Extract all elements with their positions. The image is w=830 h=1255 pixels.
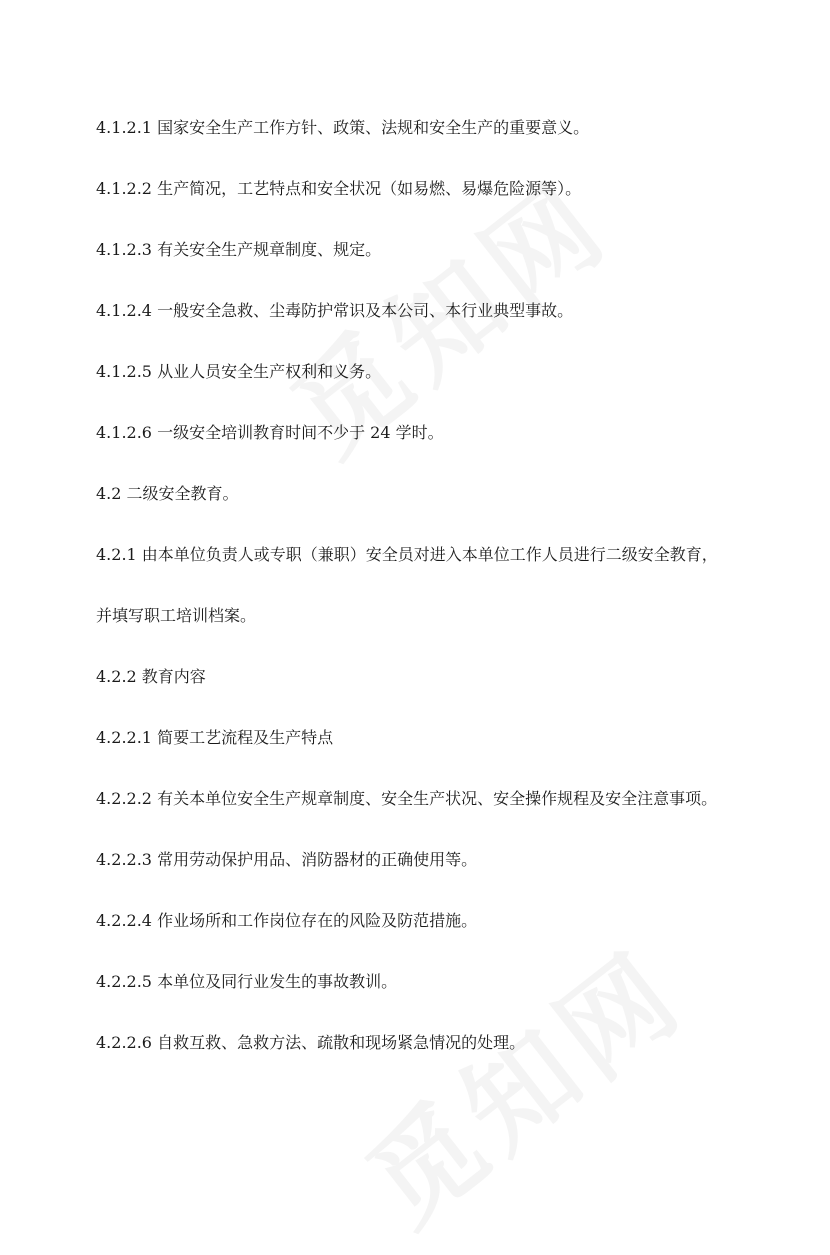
paragraph-4-1-2-2: 4.1.2.2 生产简况，工艺特点和安全状况（如易燃、易爆危险源等）。	[96, 179, 582, 198]
heading-4-2-2: 4.2.2 教育内容	[96, 667, 206, 686]
paragraph-4-2-1-line-2: 并填写职工培训档案。	[96, 606, 257, 625]
paragraph-4-2-2-6: 4.2.2.6 自救互救、急救方法、疏散和现场紧急情况的处理。	[96, 1033, 526, 1052]
document-body	[96, 113, 746, 1089]
paragraph-4-2-1-line-1: 4.2.1 由本单位负责人或专职（兼职）安全员对进入本单位工作人员进行二级安全教育，	[96, 545, 718, 564]
heading-4-2: 4.2 二级安全教育。	[96, 484, 239, 503]
paragraph-4-1-2-5: 4.1.2.5 从业人员安全生产权利和义务。	[96, 362, 382, 381]
paragraph-4-2-2-2: 4.2.2.2 有关本单位安全生产规章制度、安全生产状况、安全操作规程及安全注意事项。	[96, 789, 718, 808]
paragraph-4-2-2-3: 4.2.2.3 常用劳动保护用品、消防器材的正确使用等。	[96, 850, 478, 869]
paragraph-4-2-2-1: 4.2.2.1 简要工艺流程及生产特点	[96, 728, 334, 747]
paragraph-4-1-2-4: 4.1.2.4 一般安全急救、尘毒防护常识及本公司、本行业典型事故。	[96, 301, 574, 320]
paragraph-4-1-2-3: 4.1.2.3 有关安全生产规章制度、规定。	[96, 240, 382, 259]
paragraph-4-1-2-1: 4.1.2.1 国家安全生产工作方针、政策、法规和安全生产的重要意义。	[96, 118, 590, 137]
paragraph-4-2-2-5: 4.2.2.5 本单位及同行业发生的事故教训。	[96, 972, 398, 991]
paragraph-4-2-1	[96, 540, 746, 631]
paragraph-4-2-2-4: 4.2.2.4 作业场所和工作岗位存在的风险及防范措施。	[96, 911, 478, 930]
paragraph-4-1-2-6: 4.1.2.6 一级安全培训教育时间不少于 24 学时。	[96, 423, 444, 442]
